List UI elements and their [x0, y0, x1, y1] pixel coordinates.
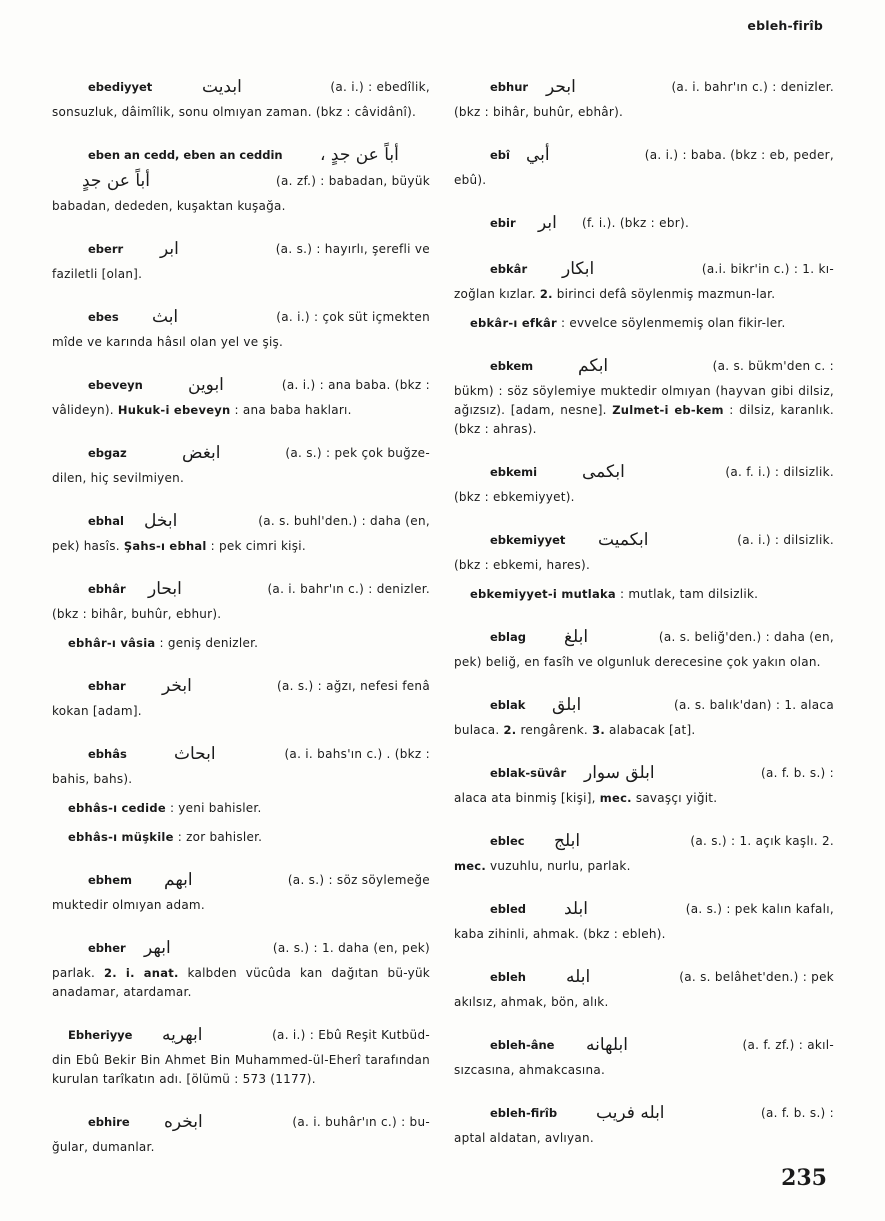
headword: ebeveyn: [88, 378, 143, 392]
spacer: [52, 1002, 430, 1022]
headword: eblec: [490, 834, 525, 848]
headword: ebhar: [88, 679, 126, 693]
spacer: [454, 1080, 834, 1100]
definition-text: ebû).: [454, 173, 487, 187]
spacer: [52, 488, 430, 508]
grammar-note: (a. i. bahr'ın c.) : denizler.: [671, 80, 834, 94]
arabic-script: ابلج: [554, 831, 581, 851]
arabic-script: ابهم: [164, 870, 193, 890]
spacer: [52, 624, 430, 634]
grammar-note: (a. s.) : 1. açık kaşlı. 2.: [690, 834, 834, 848]
definition-text: dilen, hiç sevilmiyen.: [52, 471, 185, 485]
definition-text: (bkz : ebkemi, hares).: [454, 558, 591, 572]
arabic-script: ابلهانه: [586, 1035, 628, 1055]
spacer: [52, 653, 430, 673]
entry-headline: [454, 624, 834, 650]
headword: eberr: [88, 242, 124, 256]
arabic-script: ابكميت: [598, 530, 649, 550]
entry-headline: [52, 304, 430, 330]
entry-headline: [52, 372, 430, 398]
entry-headline: [454, 210, 834, 236]
dictionary-entry: [52, 74, 430, 122]
grammar-note: (a. s.) : 1. daha (en, pek): [272, 941, 430, 955]
dictionary-entry: [52, 1109, 430, 1157]
dictionary-entry: [52, 935, 430, 1002]
arabic-script: ابر: [160, 239, 179, 259]
spacer: [52, 721, 430, 741]
dictionary-entry: [52, 673, 430, 721]
spacer: [52, 847, 430, 867]
dictionary-entry: [52, 372, 430, 420]
headword: ebhur: [490, 80, 529, 94]
grammar-note: (a. s.) : ağzı, nefesi fenâ: [277, 679, 430, 693]
grammar-note: (a. i.) : dilsizlik.: [737, 533, 834, 547]
definition-text: aptal aldatan, avlıyan.: [454, 1131, 594, 1145]
headword: ebleh-firîb: [490, 1106, 558, 1120]
grammar-note: (a.i. bikr'in c.) : 1. kı-: [701, 262, 834, 276]
spacer: [454, 507, 834, 527]
dictionary-entry: [454, 692, 834, 740]
spacer: [454, 1012, 834, 1032]
arabic-script: ابكار: [562, 259, 595, 279]
dictionary-entry: [52, 1022, 430, 1089]
grammar-note: (a. f. i.) : dilsizlik.: [725, 465, 834, 479]
headword: ebî: [490, 148, 510, 162]
headword: ebkâr: [490, 262, 528, 276]
spacer: [454, 604, 834, 624]
entry-headline: [454, 459, 834, 485]
spacer: [454, 876, 834, 896]
spacer: [454, 333, 834, 353]
entry-headline: [454, 256, 834, 282]
arabic-script: أباً عن جدٍ: [82, 171, 150, 191]
entry-headline: [52, 576, 430, 602]
definition-text: kokan [adam].: [52, 704, 142, 718]
entry-headline: [52, 1022, 430, 1048]
entry-headline: [52, 440, 430, 466]
headword: ebleh: [490, 970, 526, 984]
arabic-script: ابلد: [564, 899, 589, 919]
spacer: [454, 190, 834, 210]
definition-text: mec. vuzuhlu, nurlu, parlak.: [454, 859, 631, 873]
dictionary-entry: [454, 964, 834, 1012]
spacer: [454, 439, 834, 459]
left-column: [52, 74, 430, 1157]
right-column: [454, 74, 834, 1148]
sub-entry: ebhâs-ı cedide : yeni bahisler.: [68, 801, 262, 815]
entry-headline: [454, 760, 834, 786]
grammar-note: (a. f. zf.) : akıl-: [742, 1038, 834, 1052]
arabic-script: ابديت: [202, 77, 242, 97]
definition-text: sızcasına, ahmakcasına.: [454, 1063, 606, 1077]
definition-text: pek) beliğ, en fasîh ve olgunluk derecesine çok yakın olan.: [454, 655, 821, 669]
headword: ebes: [88, 310, 119, 324]
spacer: [52, 1089, 430, 1109]
arabic-script: ابهريه: [162, 1025, 203, 1045]
arabic-script: ابر: [538, 213, 557, 233]
headword: ebhem: [88, 873, 133, 887]
running-head: ebleh-firîb: [747, 18, 823, 33]
arabic-script: ابث: [152, 307, 179, 327]
dictionary-entry: [454, 142, 834, 190]
dictionary-entry: [454, 624, 834, 672]
arabic-script: ابخره: [164, 1112, 203, 1132]
arabic-script: ابهر: [144, 938, 171, 958]
dictionary-entry: [454, 459, 834, 507]
headword: ebleh-âne: [490, 1038, 555, 1052]
grammar-note: (a. s.) : söz söylemeğe: [287, 873, 430, 887]
definition-text: mîde ve karında hâsıl olan yel ve şiş.: [52, 335, 284, 349]
definition-text: (bkz : ebkemiyyet).: [454, 490, 575, 504]
dictionary-entry: [454, 1100, 834, 1148]
headword: eblag: [490, 630, 526, 644]
entry-headline: [52, 236, 430, 262]
spacer: [454, 740, 834, 760]
sub-entry: ebhâs-ı müşkile : zor bahisler.: [68, 830, 263, 844]
sub-entry: ebkâr-ı efkâr : evvelce söylenmemiş olan fikir-ler.: [470, 316, 786, 330]
spacer: [454, 236, 834, 256]
dictionary-entry: [454, 353, 834, 439]
definition-text: alaca ata binmiş [kişi], mec. savaşçı yiğit.: [454, 791, 718, 805]
grammar-note: (a. i.) : Ebû Reşit Kutbüd-: [272, 1028, 430, 1042]
grammar-note: (a. i.) : ebedîlik,: [330, 80, 430, 94]
arabic-script: ابحار: [148, 579, 182, 599]
headword: ebediyyet: [88, 80, 153, 94]
dictionary-entry: [454, 760, 834, 808]
entry-headline: [454, 74, 834, 100]
entry-headline: [52, 142, 430, 168]
grammar-note: (a. i.) : çok süt içmekten: [276, 310, 430, 324]
spacer: [52, 216, 430, 236]
grammar-note: (a. i.) : ana baba. (bkz :: [281, 378, 430, 392]
definition-text: akılsız, ahmak, bön, alık.: [454, 995, 609, 1009]
entry-headline: [52, 867, 430, 893]
arabic-script: ابوين: [188, 375, 224, 395]
entry-headline: [52, 1109, 430, 1135]
arabic-script: ابكم: [578, 356, 609, 376]
grammar-note: (f. i.). (bkz : ebr).: [582, 216, 690, 230]
dictionary-entry: [52, 508, 430, 556]
definition-text: bükm) : söz söylemiye muktedir olmıyan (hayvan gibi dilsiz, ağızsız). [adam, nesne]. Zulmet-i eb-kem : dilsiz, karanlık. (bkz : ahras).: [454, 384, 834, 436]
definition-text: ğular, dumanlar.: [52, 1140, 155, 1154]
headword: ebgaz: [88, 446, 127, 460]
arabic-script: ابلق: [552, 695, 582, 715]
dictionary-entry: [52, 440, 430, 488]
sub-entry: ebkemiyyet-i mutlaka : mutlak, tam dilsizlik.: [470, 587, 759, 601]
headword: eblak: [490, 698, 526, 712]
arabic-script: ابغض: [182, 443, 221, 463]
grammar-note: (a. s. belâhet'den.) : pek: [679, 970, 834, 984]
headword: ebhâs: [88, 747, 127, 761]
grammar-note: (a. s. bükm'den c. :: [712, 359, 834, 373]
dictionary-entry: [52, 576, 430, 653]
spacer: [454, 672, 834, 692]
grammar-note: (a. s. balık'dan) : 1. alaca: [673, 698, 834, 712]
entry-headline-continued: [52, 168, 430, 194]
page-number: 235: [781, 1165, 827, 1191]
arabic-script: ابحاث: [174, 744, 216, 764]
entry-headline: [454, 828, 834, 854]
headword: ebhire: [88, 1115, 130, 1129]
spacer: [454, 808, 834, 828]
arabic-script: أبي: [526, 145, 550, 165]
entry-headline: [52, 508, 430, 534]
entry-headline: [454, 142, 834, 168]
headword: eblak-süvâr: [490, 766, 567, 780]
grammar-note: (a. f. b. s.) :: [761, 766, 834, 780]
spacer: [52, 818, 430, 828]
arabic-script: ابكمى: [582, 462, 625, 482]
spacer: [454, 122, 834, 142]
definition-text: bulaca. 2. rengârenk. 3. alabacak [at].: [454, 723, 696, 737]
arabic-script: ابله فريب: [596, 1103, 665, 1123]
headword: ebhâr: [88, 582, 126, 596]
grammar-note: (a. s. buhl'den.) : daha (en,: [258, 514, 430, 528]
headword: ebkemi: [490, 465, 538, 479]
spacer: [454, 304, 834, 314]
definition-text: zoğlan kızlar. 2. birinci defâ söylenmiş mazmun-lar.: [454, 287, 776, 301]
spacer: [52, 352, 430, 372]
definition-text: pek) hasîs. Şahs-ı ebhal : pek cimri kişi.: [52, 539, 306, 553]
dictionary-entry: [454, 1032, 834, 1080]
dictionary-entry: [454, 256, 834, 333]
dictionary-entry: [52, 867, 430, 915]
grammar-note: (a. s.) : pek kalın kafalı,: [685, 902, 834, 916]
entry-headline: [454, 692, 834, 718]
entry-headline: [454, 964, 834, 990]
dictionary-entry: [454, 527, 834, 604]
definition-text: parlak. 2. i. anat. kalbden vücûda kan dağıtan bü-yük anadamar, atardamar.: [52, 966, 431, 999]
entry-headline: [52, 673, 430, 699]
entry-headline: [454, 896, 834, 922]
arabic-script: ابلغ: [564, 627, 589, 647]
entry-headline: [52, 74, 430, 100]
definition-text: kaba zihinli, ahmak. (bkz : ebleh).: [454, 927, 666, 941]
entry-headline: [454, 1100, 834, 1126]
grammar-note: (a. i. bahs'ın c.) . (bkz :: [284, 747, 430, 761]
definition-text: bahis, bahs).: [52, 772, 133, 786]
spacer: [454, 575, 834, 585]
headword: ebir: [490, 216, 516, 230]
sub-entry: ebhâr-ı vâsia : geniş denizler.: [68, 636, 259, 650]
headword: eben an cedd, eben an ceddin: [88, 148, 283, 162]
headword: ebled: [490, 902, 527, 916]
headword: ebher: [88, 941, 126, 955]
spacer: [52, 284, 430, 304]
definition-text: (bkz : bihâr, buhûr, ebhâr).: [454, 105, 624, 119]
grammar-note: (a. s.) : pek çok buğze-: [285, 446, 430, 460]
definition-text: babadan, dededen, kuşaktan kuşağa.: [52, 199, 286, 213]
arabic-script: ابخل: [144, 511, 178, 531]
spacer: [52, 122, 430, 142]
definition-text: vâlideyn). Hukuk-i ebeveyn : ana baba hakları.: [52, 403, 352, 417]
grammar-note: (a. zf.) : babadan, büyük: [275, 174, 430, 188]
dictionary-entry: [454, 74, 834, 122]
dictionary-entry: [454, 210, 834, 236]
entry-headline: [454, 1032, 834, 1058]
grammar-note: (a. s.) : hayırlı, şerefli ve: [275, 242, 430, 256]
spacer: [454, 944, 834, 964]
headword: Ebheriyye: [68, 1028, 133, 1042]
entry-headline: [52, 741, 430, 767]
definition-text: din Ebû Bekir Bin Ahmet Bin Muhammed-ül-Eherî tarafından kurulan tarîkatın adı. [ölümü : 573 (1177).: [52, 1053, 430, 1086]
arabic-script: ابلق سوار: [584, 763, 655, 783]
entry-headline: [454, 527, 834, 553]
arabic-script: ابحر: [546, 77, 576, 97]
headword: ebkem: [490, 359, 534, 373]
spacer: [52, 789, 430, 799]
entry-headline: [454, 353, 834, 379]
spacer: [52, 556, 430, 576]
grammar-note: (a. f. b. s.) :: [761, 1106, 834, 1120]
definition-text: sonsuzluk, dâimîlik, sonu olmıyan zaman. (bkz : câvidânî).: [52, 105, 417, 119]
dictionary-entry: [52, 142, 430, 216]
entry-headline: [52, 935, 430, 961]
arabic-script: ابله: [566, 967, 591, 987]
definition-text: muktedir olmıyan adam.: [52, 898, 205, 912]
dictionary-entry: [454, 828, 834, 876]
arabic-script: أباً عن جدٍ ،: [320, 145, 399, 165]
grammar-note: (a. i.) : baba. (bkz : eb, peder,: [644, 148, 834, 162]
arabic-script: ابخر: [162, 676, 192, 696]
headword: ebhal: [88, 514, 124, 528]
spacer: [52, 420, 430, 440]
dictionary-entry: [52, 304, 430, 352]
dictionary-entry: [52, 236, 430, 284]
definition-text: (bkz : bihâr, buhûr, ebhur).: [52, 607, 222, 621]
grammar-note: (a. i. bahr'ın c.) : denizler.: [267, 582, 430, 596]
grammar-note: (a. i. buhâr'ın c.) : bu-: [292, 1115, 430, 1129]
spacer: [52, 915, 430, 935]
dictionary-entry: [52, 741, 430, 847]
headword: ebkemiyyet: [490, 533, 566, 547]
grammar-note: (a. s. beliğ'den.) : daha (en,: [658, 630, 834, 644]
dictionary-entry: [454, 896, 834, 944]
definition-text: faziletli [olan].: [52, 267, 143, 281]
